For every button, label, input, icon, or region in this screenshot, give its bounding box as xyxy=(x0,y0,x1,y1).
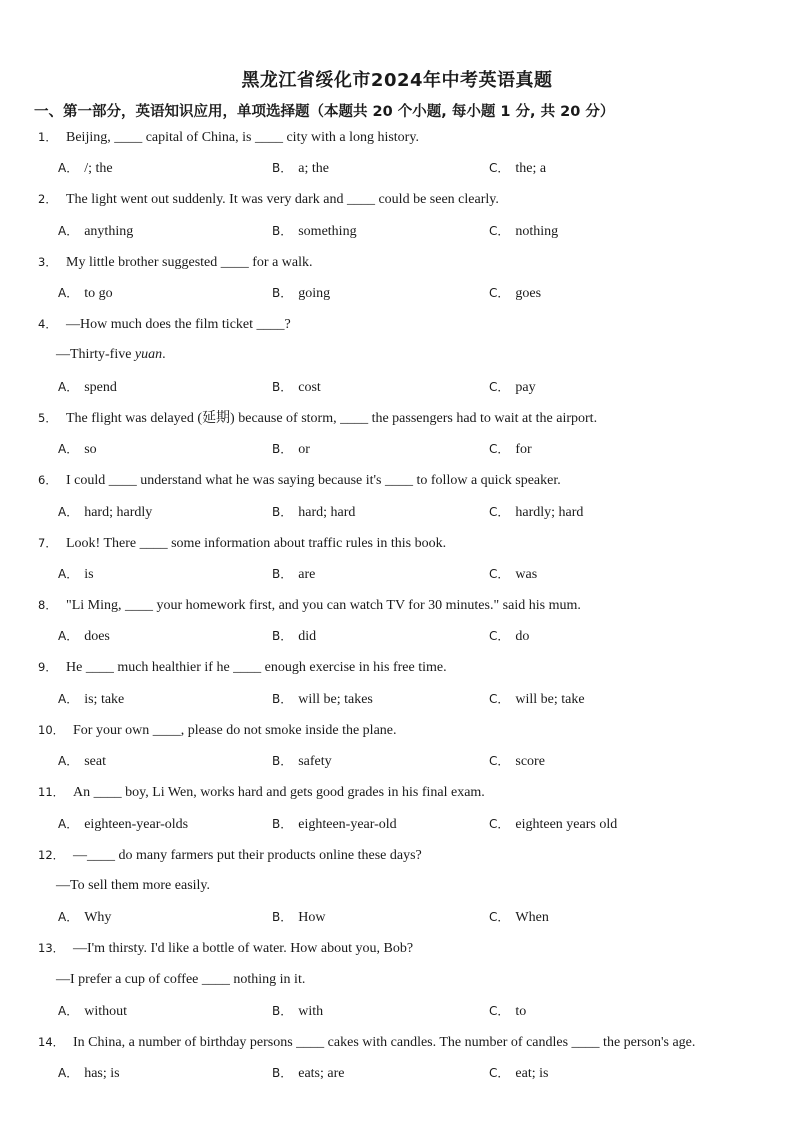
question-12 xyxy=(38,846,422,865)
option-label: C． xyxy=(489,380,510,394)
question-1 xyxy=(38,128,419,147)
option-label: B． xyxy=(272,692,293,706)
option-text: to go xyxy=(84,286,113,301)
option-text: for xyxy=(515,442,532,457)
question-text: "Li Ming, ____ your homework first, and you can watch TV for 30 minutes." said his mum. xyxy=(66,598,581,613)
question-7 xyxy=(38,534,446,553)
question-text: An ____ boy, Li Wen, works hard and gets good grades in his final exam. xyxy=(73,785,485,800)
option-text: will be; takes xyxy=(298,692,373,707)
question-number: 8． xyxy=(38,598,57,612)
option-a[interactable] xyxy=(58,378,117,397)
option-b[interactable] xyxy=(272,284,330,303)
option-text: How xyxy=(298,910,326,925)
question-number: 6． xyxy=(38,473,57,487)
option-a[interactable] xyxy=(58,627,110,646)
question-number: 5． xyxy=(38,411,57,425)
option-label: C． xyxy=(489,161,510,175)
option-label: B． xyxy=(272,1004,293,1018)
option-text: was xyxy=(515,567,538,582)
option-label: A． xyxy=(58,224,79,238)
option-text: nothing xyxy=(515,224,559,239)
option-label: C． xyxy=(489,286,510,300)
option-text: eighteen years old xyxy=(515,817,618,832)
option-b[interactable] xyxy=(272,752,332,771)
question-number: 12． xyxy=(38,848,65,862)
question-8 xyxy=(38,596,581,615)
option-a[interactable] xyxy=(58,908,111,927)
option-label: B． xyxy=(272,442,293,456)
option-a[interactable] xyxy=(58,159,113,178)
option-text: is; take xyxy=(84,692,125,707)
option-a[interactable] xyxy=(58,284,113,303)
option-label: A． xyxy=(58,161,79,175)
option-label: A． xyxy=(58,629,79,643)
option-label: A． xyxy=(58,910,79,924)
option-label: B． xyxy=(272,161,293,175)
question-13 xyxy=(38,939,413,958)
option-label: A． xyxy=(58,442,79,456)
question-14 xyxy=(38,1033,695,1052)
question-text: Look! There ____ some information about traffic rules in this book. xyxy=(66,536,447,551)
question-number: 10． xyxy=(38,723,65,737)
question-number: 11． xyxy=(38,785,65,799)
option-text: /; the xyxy=(84,161,113,176)
option-label: B． xyxy=(272,224,293,238)
option-b[interactable] xyxy=(272,565,315,584)
question-number: 14． xyxy=(38,1035,65,1049)
option-label: C． xyxy=(489,754,510,768)
option-label: C． xyxy=(489,692,510,706)
option-a[interactable] xyxy=(58,440,97,459)
option-text: pay xyxy=(515,380,536,395)
question-text: The light went out suddenly. It was very dark and ____ could be seen clearly. xyxy=(66,192,499,207)
option-label: A． xyxy=(58,1066,79,1080)
question-text: My little brother suggested ____ for a walk. xyxy=(66,255,313,270)
option-text: a; the xyxy=(298,161,329,176)
option-label: A． xyxy=(58,754,79,768)
option-label: C． xyxy=(489,910,510,924)
question-text: In China, a number of birthday persons ____ cakes with candles. The number of candles ____ the person's age. xyxy=(73,1035,696,1050)
option-c[interactable] xyxy=(489,1064,548,1083)
option-text: are xyxy=(298,567,316,582)
option-c[interactable] xyxy=(489,284,541,303)
option-b[interactable] xyxy=(272,440,310,459)
option-label: A． xyxy=(58,817,79,831)
option-label: B． xyxy=(272,910,293,924)
option-label: A． xyxy=(58,286,79,300)
option-label: B． xyxy=(272,1066,293,1080)
option-text: seat xyxy=(84,754,106,769)
option-label: B． xyxy=(272,286,293,300)
option-text: is xyxy=(84,567,94,582)
question-text: —____ do many farmers put their products online these days? xyxy=(73,848,422,863)
question-text: Beijing, ____ capital of China, is ____ city with a long history. xyxy=(66,130,419,145)
option-text: going xyxy=(298,286,331,301)
option-label: A． xyxy=(58,380,79,394)
option-a[interactable] xyxy=(58,1002,127,1021)
page-title: 黑龙江省绥化市2024年中考英语真题 xyxy=(241,70,553,91)
question-6 xyxy=(38,471,561,490)
option-label: C． xyxy=(489,1066,510,1080)
option-c[interactable] xyxy=(489,627,529,646)
option-text: eighteen-year-olds xyxy=(84,817,189,832)
option-b[interactable] xyxy=(272,1064,344,1083)
option-text: does xyxy=(84,629,110,644)
option-text: eats; are xyxy=(298,1066,345,1081)
option-label: C． xyxy=(489,629,510,643)
option-label: B． xyxy=(272,567,293,581)
answer-line: —I prefer a cup of coffee ____ nothing in it. xyxy=(56,972,306,987)
option-label: A． xyxy=(58,1004,79,1018)
answer-line xyxy=(56,346,166,364)
option-c[interactable] xyxy=(489,440,532,459)
option-a[interactable] xyxy=(58,690,124,709)
option-label: B． xyxy=(272,754,293,768)
option-c[interactable] xyxy=(489,752,545,771)
option-label: C． xyxy=(489,567,510,581)
option-label: B． xyxy=(272,629,293,643)
option-label: C． xyxy=(489,442,510,456)
option-a[interactable] xyxy=(58,222,133,241)
option-text: hardly; hard xyxy=(515,505,584,520)
option-text: cost xyxy=(298,380,321,395)
option-a[interactable] xyxy=(58,565,94,584)
option-text: the; a xyxy=(515,161,547,176)
option-b[interactable] xyxy=(272,503,355,522)
question-text: —I'm thirsty. I'd like a bottle of water. How about you, Bob? xyxy=(73,941,414,956)
option-label: B． xyxy=(272,505,293,519)
option-text: score xyxy=(515,754,545,769)
question-text: I could ____ understand what he was saying because it's ____ to follow a quick speaker. xyxy=(66,473,561,488)
option-c[interactable] xyxy=(489,908,549,927)
option-text: will be; take xyxy=(515,692,585,707)
question-number: 2． xyxy=(38,192,57,206)
option-text: with xyxy=(298,1004,324,1019)
option-b[interactable] xyxy=(272,815,397,834)
option-text: goes xyxy=(515,286,542,301)
option-text: When xyxy=(515,910,549,925)
question-9 xyxy=(38,658,447,677)
option-b[interactable] xyxy=(272,1002,323,1021)
question-text: —How much does the film ticket ____? xyxy=(66,317,291,332)
option-c[interactable] xyxy=(489,378,536,397)
option-b[interactable] xyxy=(272,908,325,927)
option-b[interactable] xyxy=(272,627,316,646)
question-2 xyxy=(38,190,499,209)
option-label: C． xyxy=(489,817,510,831)
question-number: 9． xyxy=(38,660,57,674)
option-text: Why xyxy=(84,910,112,925)
option-label: B． xyxy=(272,380,293,394)
option-a[interactable] xyxy=(58,1064,120,1083)
option-text: hard; hardly xyxy=(84,505,153,520)
option-c[interactable] xyxy=(489,690,585,709)
question-number: 13． xyxy=(38,941,65,955)
option-b[interactable] xyxy=(272,159,329,178)
option-text: to xyxy=(515,1004,527,1019)
question-text: He ____ much healthier if he ____ enough exercise in his free time. xyxy=(66,660,447,675)
option-text: do xyxy=(515,629,530,644)
question-text: For your own ____, please do not smoke inside the plane. xyxy=(73,723,397,738)
option-c[interactable] xyxy=(489,1002,526,1021)
option-text: eighteen-year-old xyxy=(298,817,397,832)
option-text: or xyxy=(298,442,310,457)
option-label: C． xyxy=(489,1004,510,1018)
option-b[interactable] xyxy=(272,222,357,241)
option-b[interactable] xyxy=(272,690,373,709)
option-label: A． xyxy=(58,567,79,581)
question-5 xyxy=(38,409,597,428)
question-4 xyxy=(38,315,291,334)
option-text: safety xyxy=(298,754,332,769)
question-number: 1． xyxy=(38,130,57,144)
option-text: has; is xyxy=(84,1066,120,1081)
option-text: something xyxy=(298,224,357,239)
option-label: C． xyxy=(489,505,510,519)
option-c[interactable] xyxy=(489,815,617,834)
option-b[interactable] xyxy=(272,378,321,397)
option-a[interactable] xyxy=(58,752,106,771)
question-10 xyxy=(38,721,397,740)
option-text: spend xyxy=(84,380,117,395)
option-a[interactable] xyxy=(58,815,188,834)
option-label: C． xyxy=(489,224,510,238)
option-c[interactable] xyxy=(489,503,583,522)
question-number: 4． xyxy=(38,317,57,331)
option-a[interactable] xyxy=(58,503,152,522)
answer-end: . xyxy=(162,347,166,362)
question-text: The flight was delayed (延期) because of storm, ____ the passengers had to wait at the airport. xyxy=(66,411,598,426)
option-text: hard; hard xyxy=(298,505,356,520)
option-c[interactable] xyxy=(489,222,558,241)
question-3 xyxy=(38,253,313,272)
option-text: eat; is xyxy=(515,1066,549,1081)
option-text: without xyxy=(84,1004,127,1019)
question-number: 7． xyxy=(38,536,57,550)
answer-text: —Thirty-five xyxy=(56,347,135,362)
option-c[interactable] xyxy=(489,565,537,584)
section-heading: 一、第一部分，英语知识应用，单项选择题（本题共 20 个小题, 每小题 1 分, 共 20 分） xyxy=(34,104,615,120)
option-label: A． xyxy=(58,692,79,706)
answer-emphasis: yuan xyxy=(134,347,163,362)
option-label: B． xyxy=(272,817,293,831)
option-text: did xyxy=(298,629,317,644)
option-c[interactable] xyxy=(489,159,546,178)
question-11 xyxy=(38,783,485,802)
option-label: A． xyxy=(58,505,79,519)
answer-line: —To sell them more easily. xyxy=(56,878,211,893)
question-number: 3． xyxy=(38,255,57,269)
option-text: so xyxy=(84,442,97,457)
option-text: anything xyxy=(84,224,134,239)
